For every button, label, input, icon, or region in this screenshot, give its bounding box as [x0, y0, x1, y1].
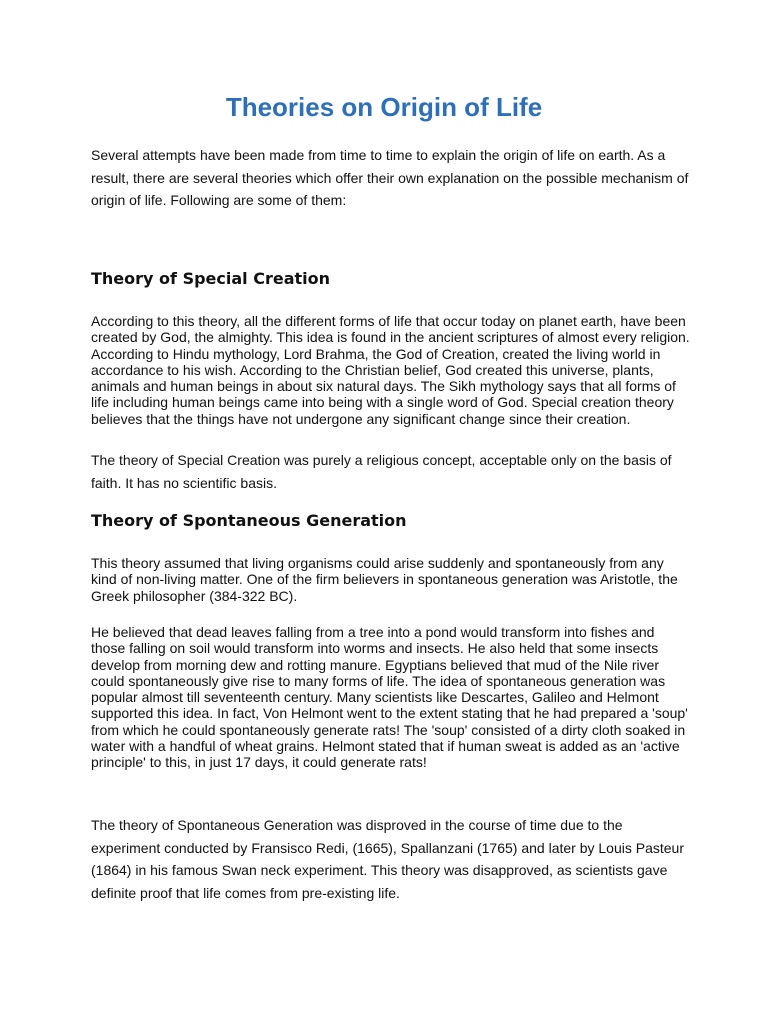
special-creation-paragraph-1: According to this theory, all the different forms of life that occur today on planet earth, have been created by God, the almighty. This idea is found in the ancient scriptures of almost every religion. According to Hindu mythology, Lord Brahma, the God of Creation, created the living world in accordance to his wish. According to the Christian belief, God created this universe, plants, animals and human beings in about six natural days. The Sikh mythology says that all forms of life including human beings came into being with a single word of God. Special creation theory believes that the things have not undergone any significant change since their creation.: [91, 313, 690, 427]
section-heading-spontaneous-generation: Theory of Spontaneous Generation: [91, 511, 407, 530]
spontaneous-generation-paragraph-2: He believed that dead leaves falling from a tree into a pond would transform into fishes and those falling on soil would transform into worms and insects. He also held that some insects develop from morning dew and rotting manure. Egyptians believed that mud of the Nile river could spontaneously give rise to many forms of life. The idea of spontaneous generation was popular almost till seventeenth century. Many scientists like Descartes, Galileo and Helmont supported this idea. In fact, Von Helmont went to the extent stating that he had prepared a 'soup' from which he could spontaneously generate rats! The 'soup' consisted of a dirty cloth soaked in water with a handful of wheat grains. Helmont stated that if human sweat is added as an 'active principle' to this, in just 17 days, it could generate rats!: [91, 624, 688, 771]
page-title: Theories on Origin of Life: [225, 92, 543, 122]
spontaneous-generation-paragraph-1: This theory assumed that living organisms could arise suddenly and spontaneously from any kind of non-living matter. One of the firm believers in spontaneous generation was Aristotle, the Greek philosopher (384-322 BC).: [91, 555, 678, 604]
special-creation-paragraph-2: The theory of Special Creation was purely a religious concept, acceptable only on the basis of faith. It has no scientific basis.: [91, 452, 672, 491]
intro-paragraph: Several attempts have been made from time to time to explain the origin of life on earth. As a result, there are several theories which offer their own explanation on the possible mechanism of origin of life. Following are some of them:: [91, 147, 689, 208]
section-heading-special-creation: Theory of Special Creation: [91, 269, 331, 288]
spontaneous-generation-paragraph-3: The theory of Spontaneous Generation was disproved in the course of time due to the experiment conducted by Fransisco Redi, (1665), Spallanzani (1765) and later by Louis Pasteur (1864) in his famous Swan neck experiment. This theory was disapproved, as scientists gave definite proof that life comes from pre-existing life.: [91, 817, 684, 901]
